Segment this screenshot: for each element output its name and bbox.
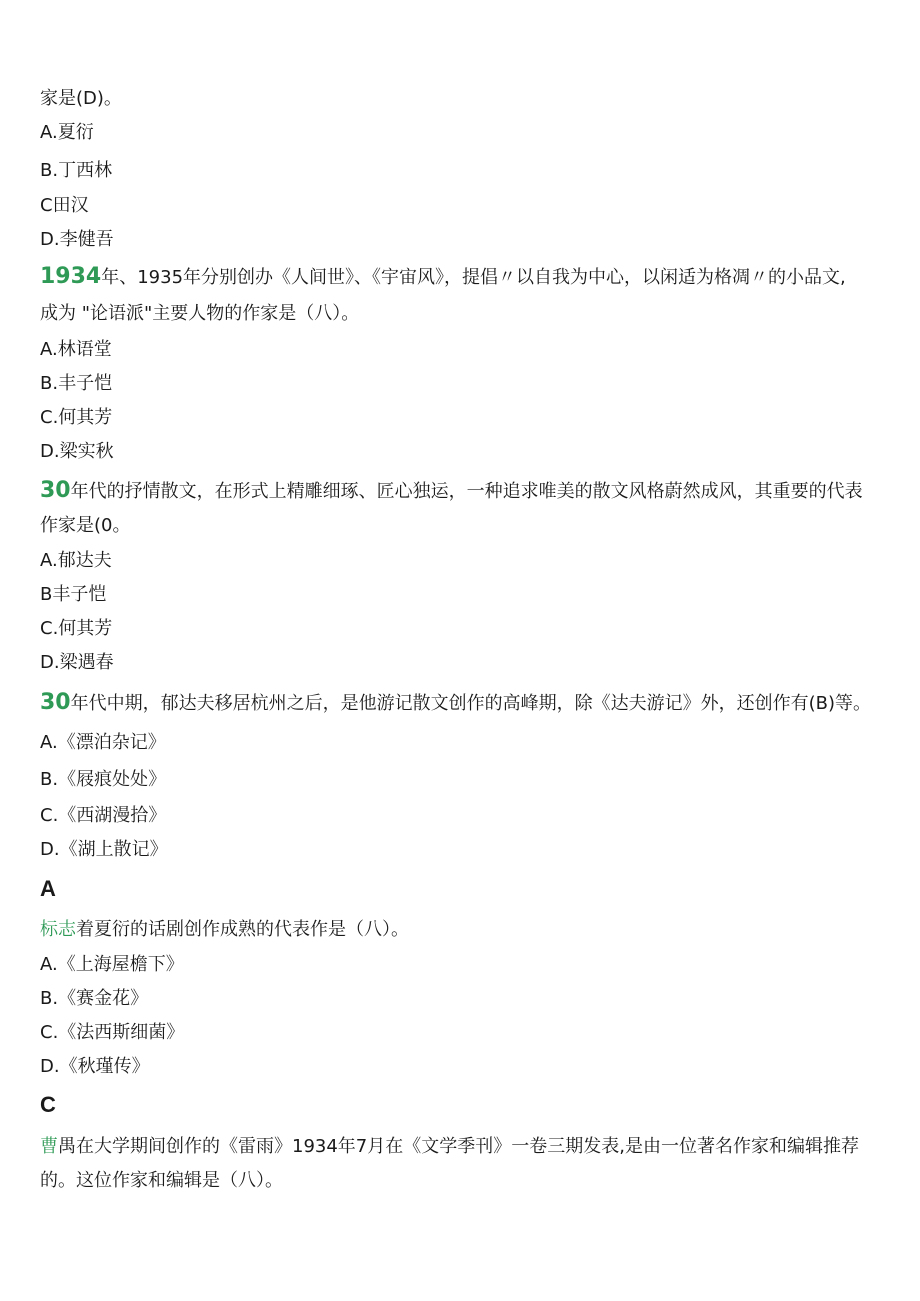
- question-text-line1: 年代的抒情散文，在形式上精雕细琢、匠心独运，一种追求唯美的散文风格蔚然成风，其重要的代表: [70, 481, 863, 502]
- option-b: B.丁西林: [40, 160, 113, 181]
- question-text-line2: 的。这位作家和编辑是（八）。: [40, 1170, 283, 1191]
- option-c: C.《西湖漫拾》: [40, 805, 167, 826]
- answer-letter: A: [40, 876, 56, 901]
- question-lead-number: 30: [40, 478, 71, 503]
- option-a: A.郁达夫: [40, 550, 112, 571]
- option-a: A.《上海屋檐下》: [40, 954, 184, 975]
- question-stem: [40, 1136, 859, 1158]
- option-b: B.《屐痕处处》: [40, 769, 167, 790]
- question-stem: [40, 480, 863, 503]
- question-text-line1: 年、1935年分别创办《人间世》、《宇宙风》，提倡〃以自我为中心，以闲适为格凋〃的小品文,: [101, 267, 846, 288]
- option-a: A.《漂泊杂记》: [40, 732, 166, 753]
- question-lead-number: 30: [40, 690, 71, 715]
- question-text-line1: 禺在大学期间创作的《雷雨》1934年7月在《文学季刊》一卷三期发表,是由一位著名作家和编辑推荐: [58, 1136, 859, 1157]
- question-text-line2: 成为 "论语派"主要人物的作家是（八）。: [40, 303, 360, 324]
- question-text-line1: 年代中期，郁达夫移居杭州之后，是他游记散文创作的高峰期，除《达夫游记》外，还创作有(B)等。: [70, 693, 872, 714]
- question-text-line1: 着夏衍的话剧创作成熟的代表作是（八）。: [76, 919, 409, 940]
- option-d: D.李健吾: [40, 229, 114, 250]
- answer-letter: C: [40, 1092, 56, 1117]
- question-text-line2: 作家是(0。: [40, 515, 131, 536]
- option-a: A.夏衍: [40, 122, 94, 143]
- option-d: D.梁遇春: [40, 652, 114, 673]
- question-lead-word: 标志: [40, 919, 76, 940]
- option-c: C田汉: [40, 195, 89, 216]
- option-b: B.丰子恺: [40, 373, 113, 394]
- question-tail-text: 家是(D)。: [40, 88, 122, 109]
- option-a: A.林语堂: [40, 339, 112, 360]
- question-stem: [40, 692, 871, 715]
- option-b: B丰子恺: [40, 584, 107, 605]
- option-b: B.《赛金花》: [40, 988, 149, 1009]
- question-lead-word: 曹: [40, 1136, 58, 1157]
- option-d: D.《湖上散记》: [40, 839, 168, 860]
- question-stem: [40, 919, 409, 941]
- question-stem: [40, 266, 846, 289]
- option-c: C.《法西斯细菌》: [40, 1022, 185, 1043]
- question-lead-number: 1934: [40, 264, 102, 289]
- option-c: C.何其芳: [40, 618, 113, 639]
- option-c: C.何其芳: [40, 407, 113, 428]
- option-d: D.《秋瑾传》: [40, 1056, 150, 1077]
- option-d: D.梁实秋: [40, 441, 114, 462]
